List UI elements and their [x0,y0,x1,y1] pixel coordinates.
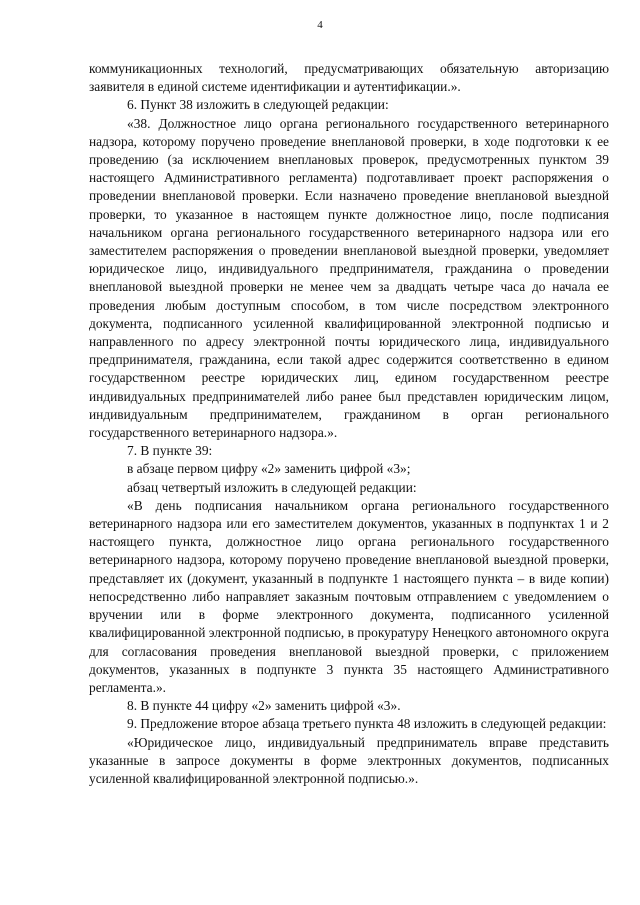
paragraph-item-7-first: в абзаце первом цифру «2» заменить цифрой «3»; [127,461,411,477]
document-body [89,60,609,788]
page-number: 4 [317,19,323,31]
paragraph-quoted-day-of-signing: «В день подписания начальником органа регионального государственного ветеринарного надзора или его заместителем документов, указанных в подпунктах 1 и 2 настоящего пункта, должностное лицо органа регионального государственного ветеринарного надзора, которому поручено проведение внеплановой выездной проверки, представляет их (документ, указанный в подпункте 1 настоящего пункта – в виде копии) непосредственно либо направляет заказным почтовым отправлением с уведомлением о вручении или в форме электронного документа, подписанного усиленной квалифицированной электронной подписью, в прокуратуру Ненецкого автономного округа для согласования проведения внеплановой выездной проверки, с приложением документов, указанных в подпункте 3 пункта 35 настоящего Административного регламента.». [89,497,609,695]
paragraph-item-7-fourth: абзац четвертый изложить в следующей редакции: [127,479,417,495]
paragraph-quoted-legal-entity: «Юридическое лицо, индивидуальный предприниматель вправе представить указанные в запросе документы в форме электронных документов, подписанных усиленной квалифицированной электронной подписью.». [89,734,609,786]
paragraph-continuation: коммуникационных технологий, предусматривающих обязательную авторизацию заявителя в единой системе идентификации и аутентификации.». [89,61,609,95]
paragraph-clause-38: «38. Должностное лицо органа регионального государственного ветеринарного надзора, которому поручено проведение внеплановой проверки, в ходе подготовки к ее проведению (за исключением внеплановых проверок, предусмотренных пунктом 39 настоящего Административного регламента) подготавливает проект распоряжения о проведении внеплановой проверки. Если назначено проведение внеплановой выездной проверки, то указанное в настоящем пункте должностное лицо, после подписания начальником органа регионального государственного ветеринарного надзора или его заместителем распоряжения о проведении внеплановой выездной проверки, уведомляет юридическое лицо, индивидуального предпринимателя, гражданина о проведении внеплановой выездной проверки не менее чем за двадцать четыре часа до начала ее проведения любым доступным способом, в том числе посредством электронного документа, подписанного усиленной квалифицированной электронной подписью и направленного по адресу электронной почты юридического лица, индивидуального предпринимателя, гражданина, если такой адрес содержится соответственно в едином государственном реестре юридических лиц, едином государственном реестре индивидуальных предпринимателей либо ранее был представлен юридическим лицом, индивидуальным предпринимателем, гражданином в орган регионального государственного ветеринарного надзора.». [89,115,609,441]
paragraph-item-7: 7. В пункте 39: [127,443,213,459]
paragraph-item-9: 9. Предложение второе абзаца третьего пункта 48 изложить в следующей редакции: [127,716,607,732]
paragraph-item-8: 8. В пункте 44 цифру «2» заменить цифрой «3». [127,698,401,714]
paragraph-item-6: 6. Пункт 38 изложить в следующей редакции: [127,97,389,113]
